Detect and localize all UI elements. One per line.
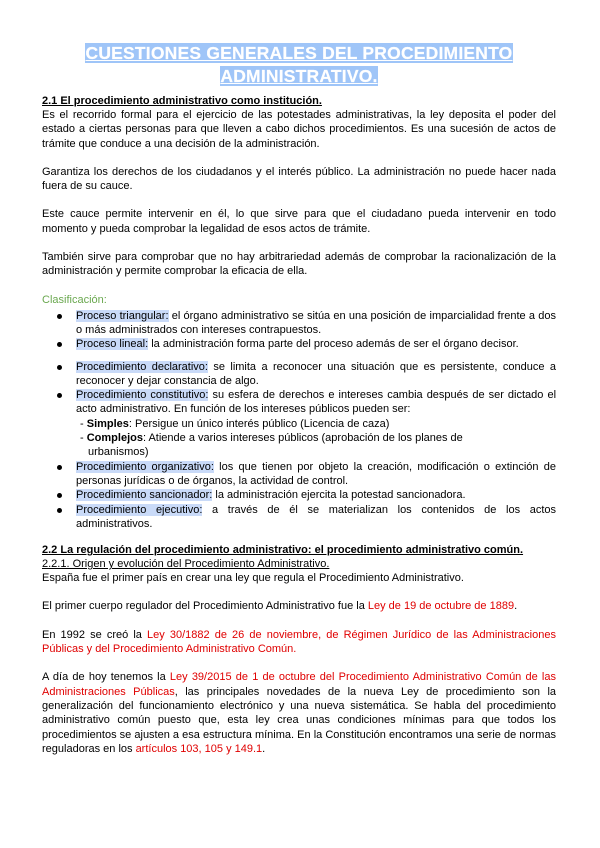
list-item xyxy=(76,388,556,459)
paragraph: También sirve para comprobar que no hay arbitrariedad además de comprobar la racionalización de la administración y permite comprobar la eficacia de ella. xyxy=(42,251,556,278)
subsection-heading-2-2-1: 2.2.1. Origen y evolución del Procedimiento Administrativo. xyxy=(42,558,330,571)
law-reference: Ley de 19 de octubre de 1889 xyxy=(367,600,515,613)
paragraph: Este cauce permite intervenir en él, lo que sirve para que el ciudadano pueda intervenir en todo momento y pueda comprobar la legalidad de esos actos de trámite. xyxy=(42,208,556,235)
title-line-2: ADMINISTRATIVO. xyxy=(220,66,378,86)
sub-item-complejos-cont: urbanismos) xyxy=(88,446,149,459)
list-item-text: los que tienen por objeto la creación, modificación o extinción de personas jurídicas o de órganos, la actividad de control. xyxy=(76,460,556,487)
section-heading-2-1: 2.1 El procedimiento administrativo como institución. xyxy=(42,95,322,107)
paragraph: Garantiza los derechos de los ciudadanos y el interés público. La administración no puede hacer nada fuera de su cauce. xyxy=(42,165,556,193)
list-item-text: su esfera de derechos e intereses cambia después de ser dictado el acto administrativo. En función de los intereses públicos pueden ser: xyxy=(76,389,557,416)
list-item-text: el órgano administrativo se sitúa en una posición de imparcialidad frente a dos o más administrados con intereses contrapuestos. xyxy=(76,309,556,336)
paragraph: El primer cuerpo regulador del Procedimiento Administrativo fue la Ley de 19 de octubre de 1889. xyxy=(42,600,518,613)
paragraph: En 1992 se creó la Ley 30/1882 de 26 de noviembre, de Régimen Jurídico de las Administraciones Públicas y del Procedimiento Administrativo Común. xyxy=(42,628,556,656)
law-reference: Ley 39/2015 de 1 de octubre del Procedimiento Administrativo Común de las Administraciones Públicas xyxy=(42,671,556,698)
paragraph: Es el recorrido formal para el ejercicio de las potestades administrativas, la ley deposita el poder del estado a ciertas personas para que lleven a cabo dichos procedimientos. Es una sucesión de actos de trámite que conduce a una decisión de la administración. xyxy=(42,109,556,150)
paragraph: A día de hoy tenemos la Ley 39/2015 de 1 de octubre del Procedimiento Administrativo Común de las Administraciones Públicas, las principales novedades de la nueva Ley de procedimiento son la generalización del funcionamiento electrónico y una nueva sistemática. Se habla del procedimiento administrativo común puesto que, esta ley crea unas condiciones mínimas para que todos los procedimientos se ajusten a esa estructura mínima. En la Constitución encontramos una serie de normas reguladoras en los artículos 103, 105 y 149.1. xyxy=(42,671,557,755)
list-item-text: la administración ejercita la potestad sancionadora. xyxy=(212,489,466,502)
list-item-term: Procedimiento declarativo: xyxy=(76,360,208,373)
document-page xyxy=(42,42,556,756)
list-item-text: a través de él se materializan los contenidos de los actos administrativos. xyxy=(76,503,557,530)
classification-label: Clasificación: xyxy=(42,293,107,306)
list-item-term: Proceso lineal: xyxy=(76,338,149,351)
section-heading-2-2: 2.2 La regulación del procedimiento administrativo: el procedimiento administrativo común. xyxy=(42,544,524,557)
list-item-text: la administración forma parte del proceso además de ser el órgano decisor. xyxy=(148,338,519,351)
sub-item-complejos: - Complejos: Atiende a varios intereses públicos (aprobación de los planes de xyxy=(80,432,463,445)
list-item xyxy=(76,360,556,389)
list-item xyxy=(76,309,556,338)
classification-list xyxy=(42,309,556,531)
law-reference: Ley 30/1882 de 26 de noviembre, de Régimen Jurídico de las Administraciones Públicas y del Procedimiento Administrativo Común. xyxy=(42,628,556,656)
list-item xyxy=(76,488,556,502)
list-item xyxy=(76,337,556,351)
title-line-1: CUESTIONES GENERALES DEL PROCEDIMIENTO xyxy=(85,43,513,63)
page-title xyxy=(42,42,556,88)
article-reference: artículos 103, 105 y 149.1 xyxy=(135,742,263,755)
list-item-term: Procedimiento organizativo: xyxy=(76,460,214,473)
list-item-term: Procedimiento constitutivo: xyxy=(76,389,209,402)
paragraph: España fue el primer país en crear una ley que regula el Procedimiento Administrativo. xyxy=(42,572,464,585)
sub-item-simples: - Simples: Persigue un único interés público (Licencia de caza) xyxy=(80,417,390,430)
list-item xyxy=(76,503,556,532)
list-item-term: Procedimiento ejecutivo: xyxy=(76,503,203,516)
list-item-term: Procedimiento sancionador: xyxy=(76,489,213,502)
list-item-term: Proceso triangular: xyxy=(76,309,169,322)
list-item xyxy=(76,460,556,489)
list-item-text: se limita a reconocer una situación que es persistente, conduce a reconocer y dejar constancia de algo. xyxy=(76,360,556,387)
